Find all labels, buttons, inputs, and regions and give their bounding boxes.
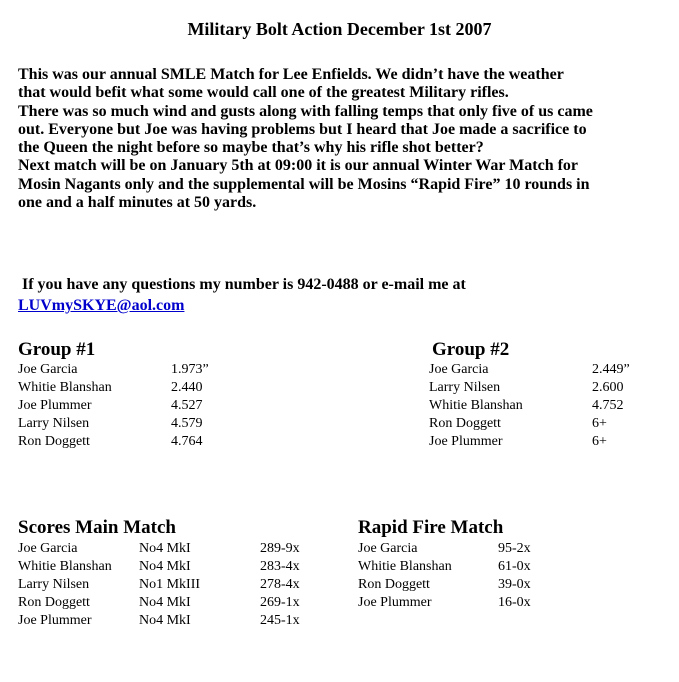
- shooter-name: Whitie Blanshan: [18, 380, 112, 395]
- group-size: 4.764: [171, 434, 203, 449]
- shooter-name: Ron Doggett: [429, 416, 501, 431]
- group-size: 4.579: [171, 416, 203, 431]
- shooter-name: Joe Plummer: [18, 398, 92, 413]
- shooter-name: Larry Nilsen: [18, 577, 90, 592]
- group-size: 2.600: [592, 380, 624, 395]
- shooter-name: Larry Nilsen: [429, 380, 501, 395]
- match-score: 245-1x: [260, 613, 300, 628]
- match-score: 95-2x: [498, 541, 531, 556]
- rifle-model: No4 MkI: [139, 559, 191, 574]
- group1-heading: Group #1: [18, 339, 96, 360]
- shooter-name: Joe Garcia: [18, 362, 78, 377]
- shooter-name: Ron Doggett: [18, 595, 90, 610]
- shooter-name: Ron Doggett: [358, 577, 430, 592]
- rifle-model: No4 MkI: [139, 595, 191, 610]
- group-size: 2.449”: [592, 362, 630, 377]
- group-size: 1.973”: [171, 362, 209, 377]
- group-size: 2.440: [171, 380, 203, 395]
- group-size: 4.527: [171, 398, 203, 413]
- report-line: out. Everyone but Joe was having problems but I heard that Joe made a sacrifice to: [18, 120, 587, 138]
- match-score: 289-9x: [260, 541, 300, 556]
- shooter-name: Ron Doggett: [18, 434, 90, 449]
- match-score: 278-4x: [260, 577, 300, 592]
- match-report: [18, 66, 673, 212]
- match-score: 61-0x: [498, 559, 531, 574]
- group-size: 4.752: [592, 398, 624, 413]
- shooter-name: Whitie Blanshan: [18, 559, 112, 574]
- shooter-name: Joe Garcia: [358, 541, 418, 556]
- page-title: Military Bolt Action December 1st 2007: [187, 19, 492, 39]
- report-line: the Queen the night before so maybe that’s why his rifle shot better?: [18, 139, 484, 157]
- contact-text: If you have any questions my number is 942-0488 or e-mail me at: [22, 276, 466, 293]
- match-score: 269-1x: [260, 595, 300, 610]
- shooter-name: Larry Nilsen: [18, 416, 90, 431]
- shooter-name: Joe Garcia: [429, 362, 489, 377]
- shooter-name: Joe Plummer: [358, 595, 432, 610]
- report-line: There was so much wind and gusts along with falling temps that only five of us came: [18, 102, 593, 120]
- shooter-name: Joe Plummer: [429, 434, 503, 449]
- rifle-model: No4 MkI: [139, 541, 191, 556]
- shooter-name: Whitie Blanshan: [358, 559, 452, 574]
- report-line: one and a half minutes at 50 yards.: [18, 194, 257, 212]
- group-size: 6+: [592, 434, 607, 449]
- report-line: Next match will be on January 5th at 09:00 it is our annual Winter War Match for: [18, 157, 579, 175]
- match-score: 16-0x: [498, 595, 531, 610]
- group2-heading: Group #2: [432, 339, 510, 360]
- rifle-model: No4 MkI: [139, 613, 191, 628]
- match-score: 283-4x: [260, 559, 300, 574]
- shooter-name: Joe Garcia: [18, 541, 78, 556]
- group-size: 6+: [592, 416, 607, 431]
- email-link[interactable]: LUVmySKYE@aol.com: [18, 297, 185, 314]
- shooter-name: Whitie Blanshan: [429, 398, 523, 413]
- report-line: that would befit what some would call one of the greatest Military rifles.: [18, 84, 509, 102]
- match-score: 39-0x: [498, 577, 531, 592]
- rapid-fire-heading: Rapid Fire Match: [358, 517, 504, 538]
- shooter-name: Joe Plummer: [18, 613, 92, 628]
- rifle-model: No1 MkIII: [139, 577, 201, 592]
- report-line: Mosin Nagants only and the supplemental will be Mosins “Rapid Fire” 10 rounds in: [18, 175, 590, 193]
- main-match-heading: Scores Main Match: [18, 517, 176, 538]
- report-line: This was our annual SMLE Match for Lee Enfields. We didn’t have the weather: [18, 66, 564, 83]
